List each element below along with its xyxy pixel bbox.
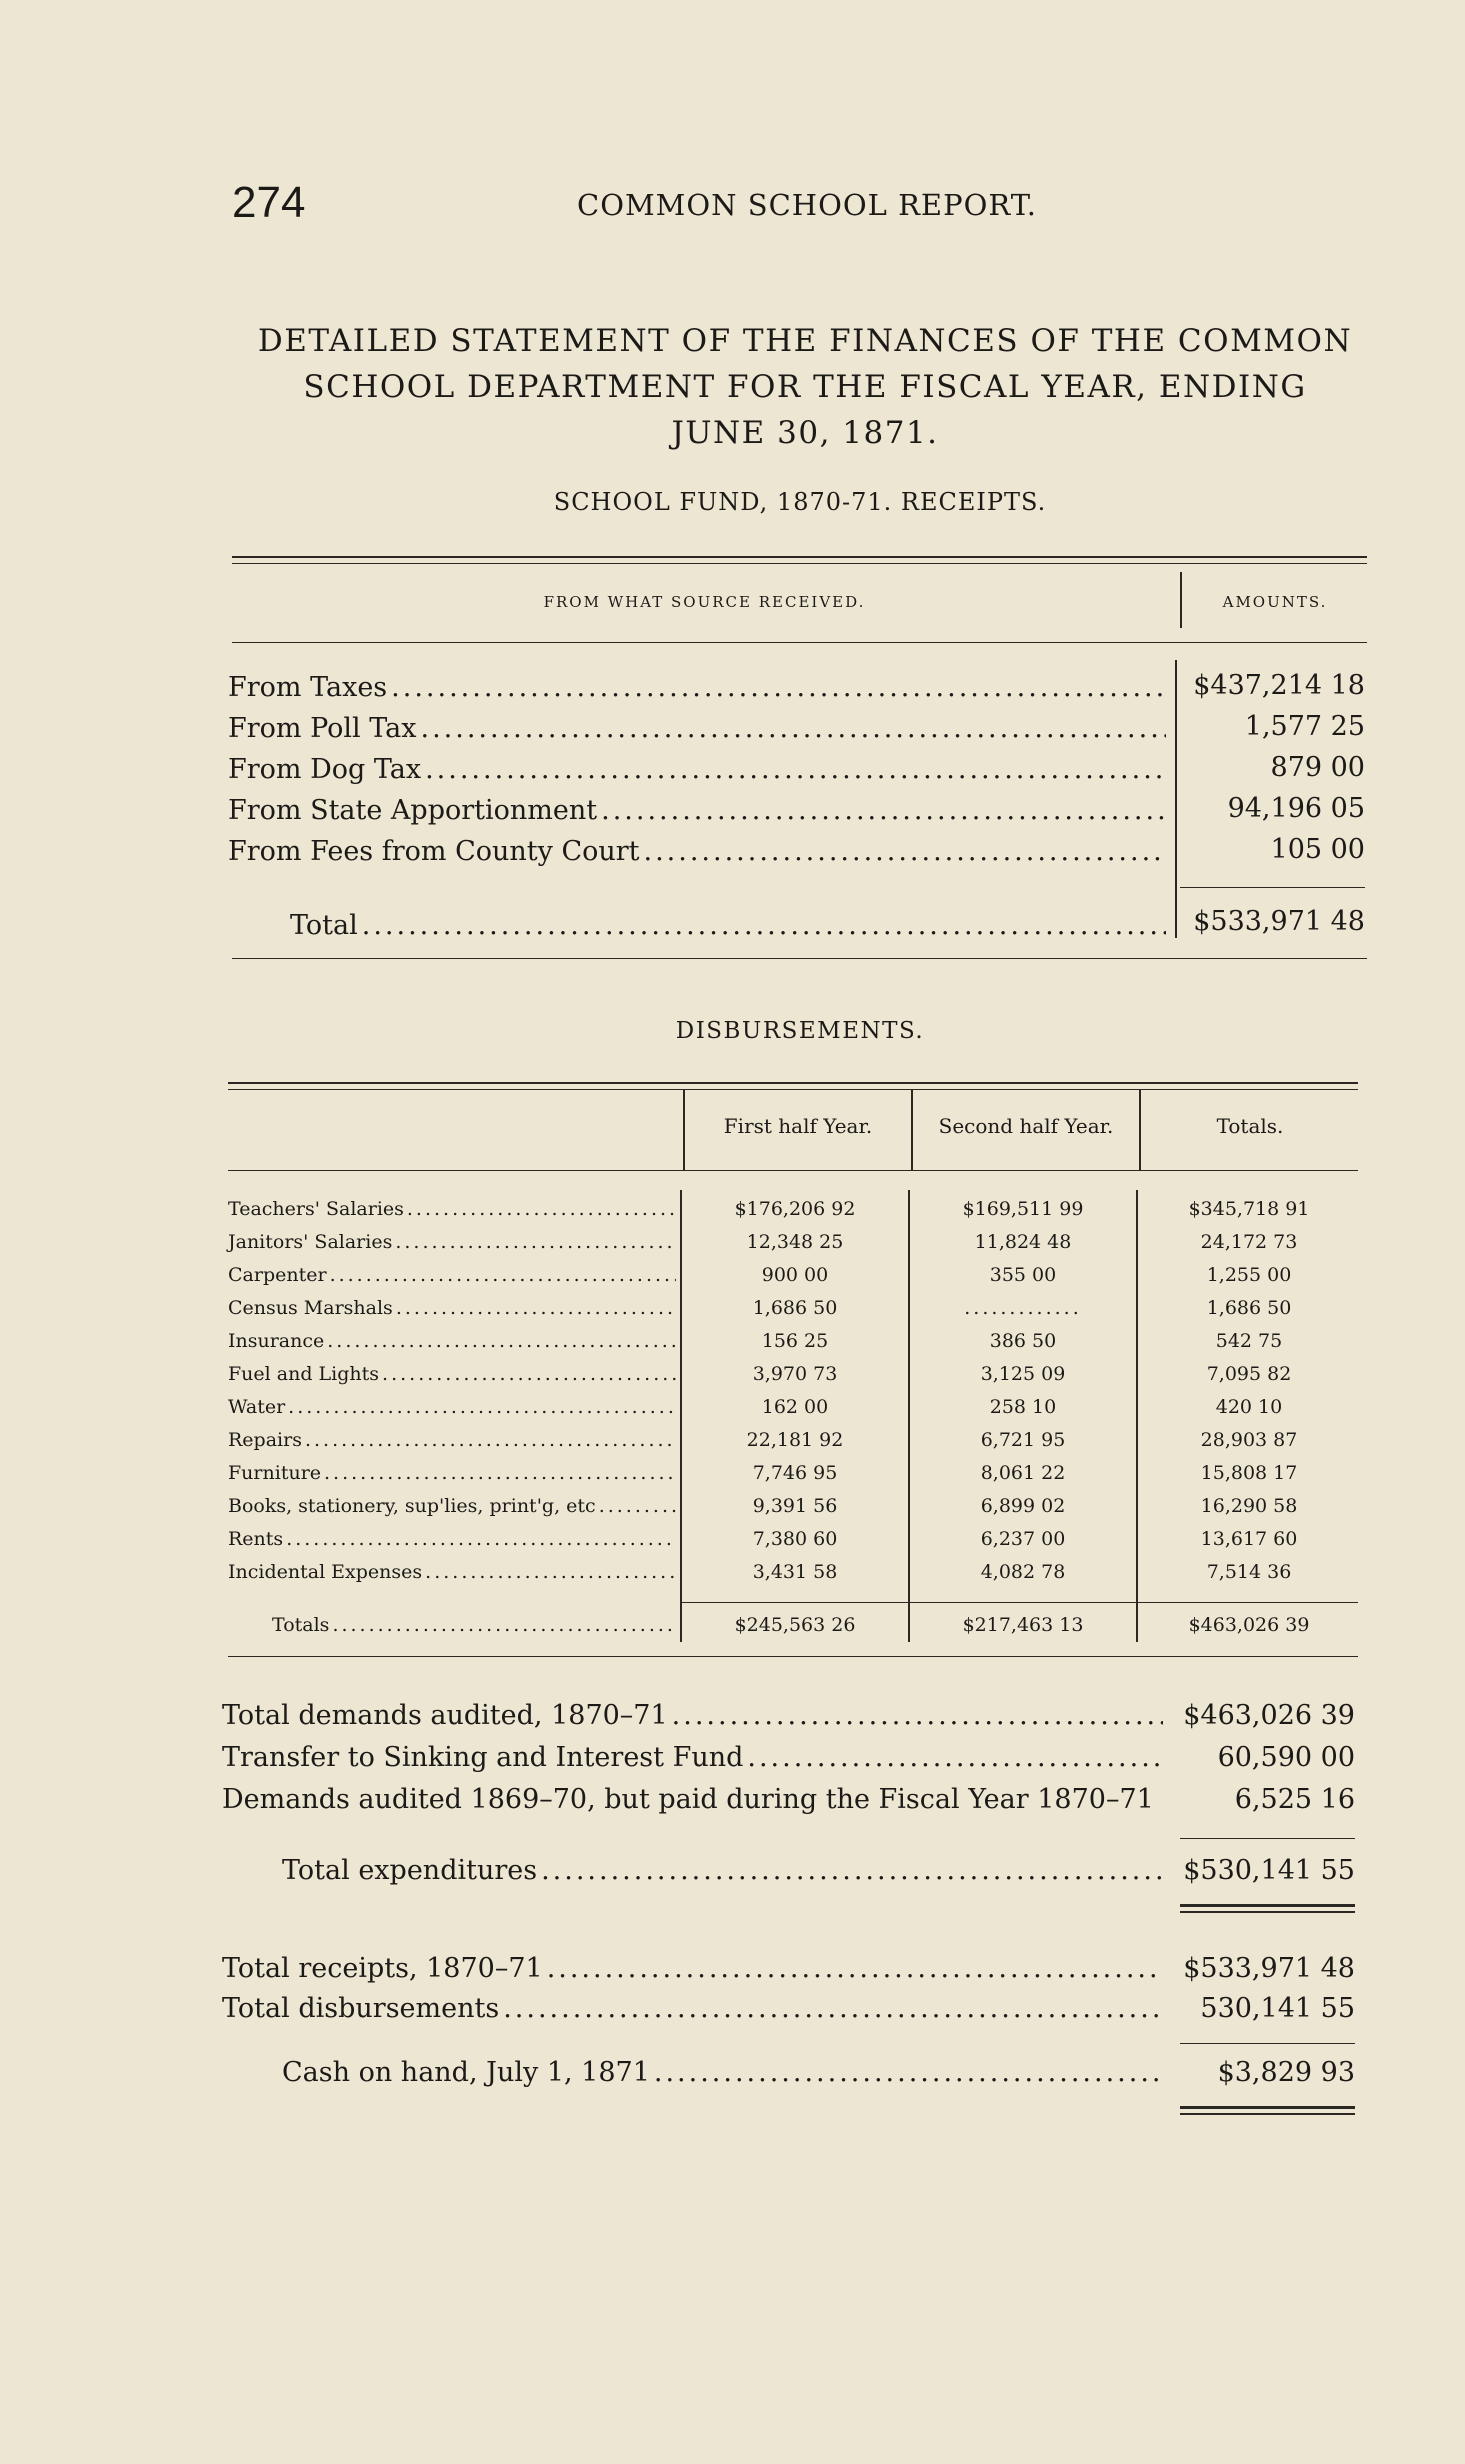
disbursement-total: 7,095 82 [1206,1363,1292,1385]
disb-top-rule-2 [228,1089,1358,1090]
disb-bottom-rule [228,1656,1358,1657]
disbursement-total: 28,903 87 [1200,1429,1298,1451]
disb-head-divider-2 [911,1090,913,1170]
col-totals: Totals. [1216,1114,1284,1138]
disbursement-second: 258 10 [989,1396,1057,1418]
disbursement-first: 22,181 92 [746,1429,844,1451]
summary-transfer-amount: 60,590 00 [1217,1742,1355,1773]
receipt-row [228,713,1170,744]
summary-expenditures-amount: $530,141 55 [1183,1855,1355,1886]
disbursement-row [228,1429,676,1451]
disbursement-second: 355 00 [989,1264,1057,1286]
disb-top-rule [228,1082,1358,1084]
disbursement-label: Fuel and Lights [228,1363,380,1385]
summary-disbursements-row [222,1993,1167,2024]
summary-transfer-row [222,1742,1167,1773]
disbursement-second: 3,125 09 [980,1363,1066,1385]
title-line-2: SCHOOL DEPARTMENT FOR THE FISCAL YEAR, ENDING [303,369,1307,405]
summary-receipts-label: Total receipts, 1870–71 [222,1953,543,1984]
receipt-label: From Taxes [228,672,388,703]
disbursement-first: 1,686 50 [752,1297,838,1319]
receipts-sum-rule [1180,887,1365,888]
summary-demands-amount: $463,026 39 [1183,1700,1355,1731]
receipt-label: From Poll Tax [228,713,417,744]
receipts-body-divider [1175,660,1177,938]
disbursement-label: Books, stationery, sup'lies, print'g, etc [228,1495,596,1517]
cash-double-rule [1180,2106,1355,2109]
disbursement-row [228,1264,676,1286]
cash-double-rule-2 [1180,2113,1355,2115]
disb-body-divider-2 [908,1190,910,1642]
disbursement-row [228,1396,676,1418]
summary-cash-label: Cash on hand, July 1, 1871 [282,2057,650,2088]
disbursement-row [228,1198,676,1220]
disbursement-total: 24,172 73 [1200,1231,1298,1253]
disbursement-first: $176,206 92 [734,1198,856,1220]
disbursement-row [228,1561,676,1583]
disb-body-divider-1 [680,1190,682,1642]
receipts-top-rule [232,556,1367,558]
receipt-amount: 1,577 25 [1244,711,1365,742]
expenditures-double-rule [1180,1904,1355,1907]
receipts-col-source: FROM WHAT SOURCE RECEIVED. [543,593,866,611]
disbursement-first: 3,431 58 [752,1561,838,1583]
disbursement-second: 4,082 78 [980,1561,1066,1583]
title-line-1: DETAILED STATEMENT OF THE FINANCES OF THE COMMON [257,323,1353,359]
summary-prior-label: Demands audited 1869–70, but paid during the Fiscal Year 1870–71 [222,1784,1154,1815]
disbursement-second: 8,061 22 [980,1462,1066,1484]
disbursements-title: DISBURSEMENTS. [675,1018,925,1044]
disbursement-total: 542 75 [1215,1330,1283,1352]
summary-prior-row [222,1784,1172,1815]
disb-header-rule [228,1170,1358,1171]
cash-rule [1180,2043,1355,2044]
disbursement-total: 1,255 00 [1206,1264,1292,1286]
disbursement-second: ............. [964,1297,1082,1319]
summary-cash-amount: $3,829 93 [1217,2057,1355,2088]
disb-totals-first: $245,563 26 [734,1614,856,1636]
receipt-amount: 879 00 [1270,752,1365,783]
disbursement-label: Teachers' Salaries [228,1198,404,1220]
title-line-3: JUNE 30, 1871. [671,415,939,451]
receipt-row [228,672,1170,703]
summary-transfer-label: Transfer to Sinking and Interest Fund [222,1742,744,1773]
disbursement-first: 162 00 [761,1396,829,1418]
disbursement-first: 9,391 56 [752,1495,838,1517]
receipts-col-amount: AMOUNTS. [1222,593,1328,611]
receipts-header-divider [1180,572,1182,628]
disb-head-divider-1 [683,1090,685,1170]
disb-totals-second: $217,463 13 [962,1614,1084,1636]
summary-prior-amount: 6,525 16 [1234,1784,1355,1815]
disb-body-divider-3 [1136,1190,1138,1642]
receipts-total-label: Total [290,910,358,941]
summary-demands-row [222,1700,1167,1731]
receipt-amount: 105 00 [1270,834,1365,865]
disb-totals-total: $463,026 39 [1188,1614,1310,1636]
disbursement-total: 420 10 [1215,1396,1283,1418]
summary-disbursements-label: Total disbursements [222,1993,500,2024]
disbursement-first: 156 25 [761,1330,829,1352]
disbursement-second: 6,721 95 [980,1429,1066,1451]
summary-receipts-row [222,1953,1167,1984]
disb-totals-row [272,1614,676,1636]
disbursement-first: 12,348 25 [746,1231,844,1253]
disbursement-total: 16,290 58 [1200,1495,1298,1517]
receipt-row [228,754,1170,785]
expenditures-double-rule-2 [1180,1911,1355,1913]
disbursement-total: 13,617 60 [1200,1528,1298,1550]
disbursement-row [228,1495,676,1517]
disbursement-label: Janitors' Salaries [228,1231,393,1253]
disbursement-row [228,1330,676,1352]
disbursement-row [228,1363,676,1385]
disbursement-row [228,1297,676,1319]
disbursement-label: Carpenter [228,1264,327,1286]
disbursement-row [228,1231,676,1253]
disbursement-second: 6,899 02 [980,1495,1066,1517]
receipt-amount: 94,196 05 [1227,793,1365,824]
disbursement-label: Water [228,1396,286,1418]
disb-head-divider-3 [1139,1090,1141,1170]
receipts-subtitle: SCHOOL FUND, 1870-71. RECEIPTS. [553,488,1047,516]
receipts-top-rule-2 [232,563,1367,564]
disbursement-label: Furniture [228,1462,322,1484]
summary-receipts-amount: $533,971 48 [1183,1953,1355,1984]
disbursement-label: Insurance [228,1330,325,1352]
summary-cash-row [282,2057,1167,2088]
disbursement-first: 900 00 [761,1264,829,1286]
disbursement-label: Repairs [228,1429,302,1451]
summary-disbursements-amount: 530,141 55 [1200,1993,1355,2024]
disbursement-total: 7,514 36 [1206,1561,1292,1583]
col-second-half: Second half Year. [938,1114,1114,1138]
summary-expenditures-label: Total expenditures [282,1855,538,1886]
receipts-bottom-rule [232,958,1367,959]
receipts-total-amount: $533,971 48 [1193,906,1365,937]
disb-sum-rule [682,1602,1358,1603]
disbursement-first: 3,970 73 [752,1363,838,1385]
disbursement-second: 386 50 [989,1330,1057,1352]
disbursement-second: $169,511 99 [962,1198,1084,1220]
disbursement-second: 11,824 48 [974,1231,1072,1253]
receipt-label: From Fees from County Court [228,836,640,867]
disbursement-total: $345,718 91 [1188,1198,1310,1220]
disbursement-label: Rents [228,1528,284,1550]
receipt-amount: $437,214 18 [1193,670,1365,701]
summary-expenditures-row [282,1855,1167,1886]
disbursement-first: 7,380 60 [752,1528,838,1550]
summary-demands-label: Total demands audited, 1870–71 [222,1700,668,1731]
disbursement-total: 1,686 50 [1206,1297,1292,1319]
disbursement-label: Census Marshals [228,1297,393,1319]
disbursement-second: 6,237 00 [980,1528,1066,1550]
col-first-half: First half Year. [723,1114,873,1138]
receipt-row [228,836,1170,867]
receipt-label: From State Apportionment [228,795,598,826]
statement-title [180,318,1430,456]
running-title: COMMON SCHOOL REPORT. [577,188,1038,222]
disbursement-label: Incidental Expenses [228,1561,423,1583]
disbursement-first: 7,746 95 [752,1462,838,1484]
disbursement-row [228,1462,676,1484]
receipts-total-row [290,910,1170,941]
expenditures-rule [1180,1838,1355,1839]
receipt-row [228,795,1170,826]
page-header [232,178,1382,238]
receipt-label: From Dog Tax [228,754,422,785]
disbursement-row [228,1528,676,1550]
disbursement-total: 15,808 17 [1200,1462,1298,1484]
disb-totals-label: Totals [272,1614,330,1636]
receipts-header-rule [232,642,1367,643]
page-number: 274 [232,178,306,227]
